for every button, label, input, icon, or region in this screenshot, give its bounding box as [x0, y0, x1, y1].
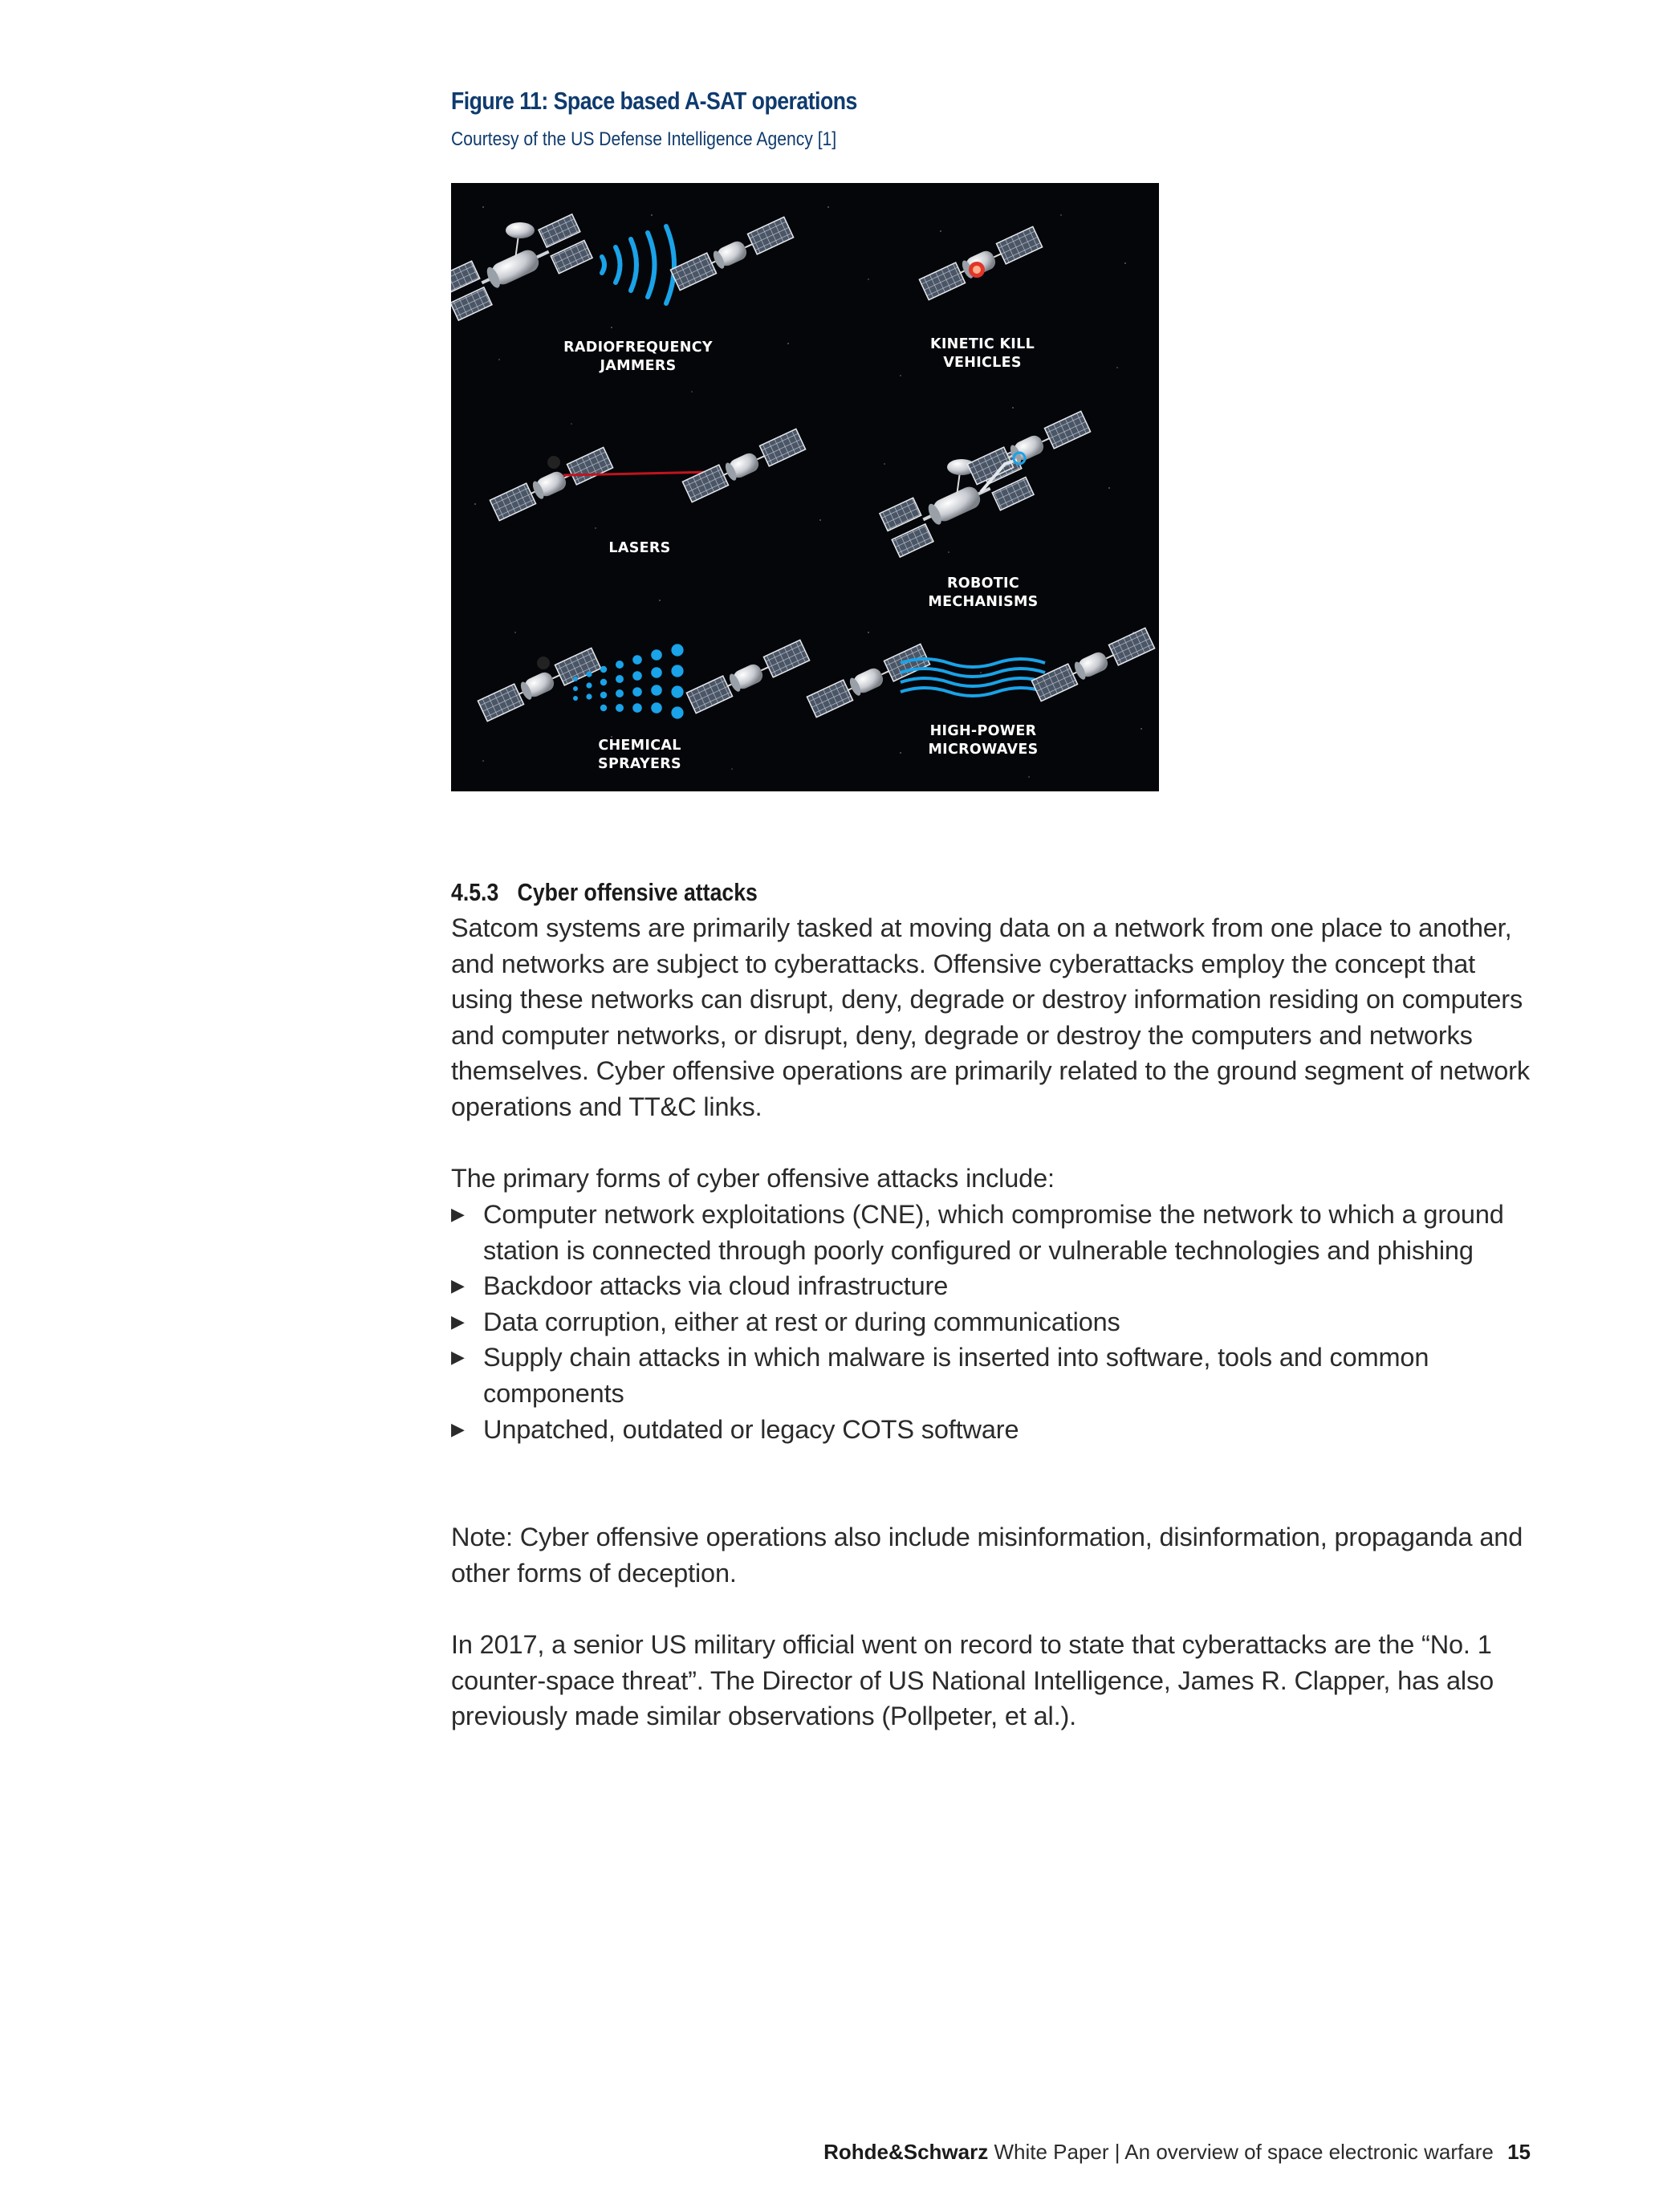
- list-item: ▶ Unpatched, outdated or legacy COTS software: [451, 1412, 1543, 1448]
- bullet-triangle-icon: ▶: [451, 1204, 465, 1224]
- bullet-triangle-icon: ▶: [451, 1347, 465, 1368]
- section-number: 4.5.3: [451, 878, 499, 906]
- bullet-triangle-icon: ▶: [451, 1311, 465, 1332]
- section-heading: [451, 878, 758, 907]
- rf-jammers-scene: [451, 214, 794, 320]
- label-chemical: CHEMICAL SPRAYERS: [598, 738, 681, 772]
- attack-list: [451, 1197, 1543, 1447]
- bullet-triangle-icon: ▶: [451, 1275, 465, 1296]
- figure-title: Figure 11: Space based A-SAT operations: [451, 87, 857, 115]
- asat-figure: [451, 183, 1159, 791]
- asat-illustration: [451, 183, 1159, 791]
- list-item: ▶ Computer network exploitations (CNE), which compromise the network to which a ground station is connected through poorly configured or vulnerable technologies and phishing: [451, 1197, 1543, 1268]
- figure-caption: Courtesy of the US Defense Intelligence Agency [1]: [451, 128, 837, 150]
- paragraph-intro: Satcom systems are primarily tasked at moving data on a network from one place to another, and networks are subject to cyberattacks. Offensive cyberattacks employ the concept that using these networks can disrupt, deny, degrade or destroy information residing on computers and computer networks, or disrupt, deny, degrade or destroy the computers and networks themselves. Cyber offensive operations are primarily related to the ground segment of network operations and TT&C links.: [451, 913, 1530, 1121]
- lasers-scene: [490, 429, 805, 520]
- list-item: ▶ Backdoor attacks via cloud infrastructure: [451, 1268, 1543, 1304]
- list-item: ▶ Supply chain attacks in which malware is inserted into software, tools and common components: [451, 1340, 1543, 1411]
- section-title: Cyber offensive attacks: [517, 878, 758, 906]
- label-microwaves: HIGH-POWER MICROWAVES: [928, 723, 1039, 758]
- list-item: ▶ Data corruption, either at rest or during communications: [451, 1304, 1543, 1340]
- kinetic-kill-scene: [919, 226, 1042, 299]
- note-paragraph: Note: Cyber offensive operations also include misinformation, disinformation, propaganda and other forms of deception.: [451, 1523, 1523, 1588]
- label-robotic: ROBOTIC MECHANISMS: [928, 575, 1039, 610]
- label-rf-jammers: RADIOFREQUENCY JAMMERS: [563, 340, 713, 374]
- paragraph-closing: In 2017, a senior US military official went on record to state that cyberattacks are the “No. 1 counter-space threat”. The Director of US National Intelligence, James R. Clapper, has also previously made similar observations (Pollpeter, et al.).: [451, 1630, 1494, 1731]
- label-kinetic-kill: KINETIC KILL VEHICLES: [929, 336, 1035, 371]
- list-intro: The primary forms of cyber offensive attacks include:: [451, 1164, 1055, 1193]
- robotic-scene: [880, 411, 1091, 557]
- page-number: 15: [1507, 2140, 1531, 2164]
- chemical-scene: [478, 640, 809, 721]
- label-lasers: LASERS: [608, 540, 671, 556]
- footer-text: White Paper | An overview of space electronic warfare: [994, 2140, 1494, 2164]
- bullet-triangle-icon: ▶: [451, 1418, 465, 1439]
- footer-brand: Rohde&Schwarz: [823, 2140, 989, 2164]
- page-footer: [823, 2140, 1531, 2165]
